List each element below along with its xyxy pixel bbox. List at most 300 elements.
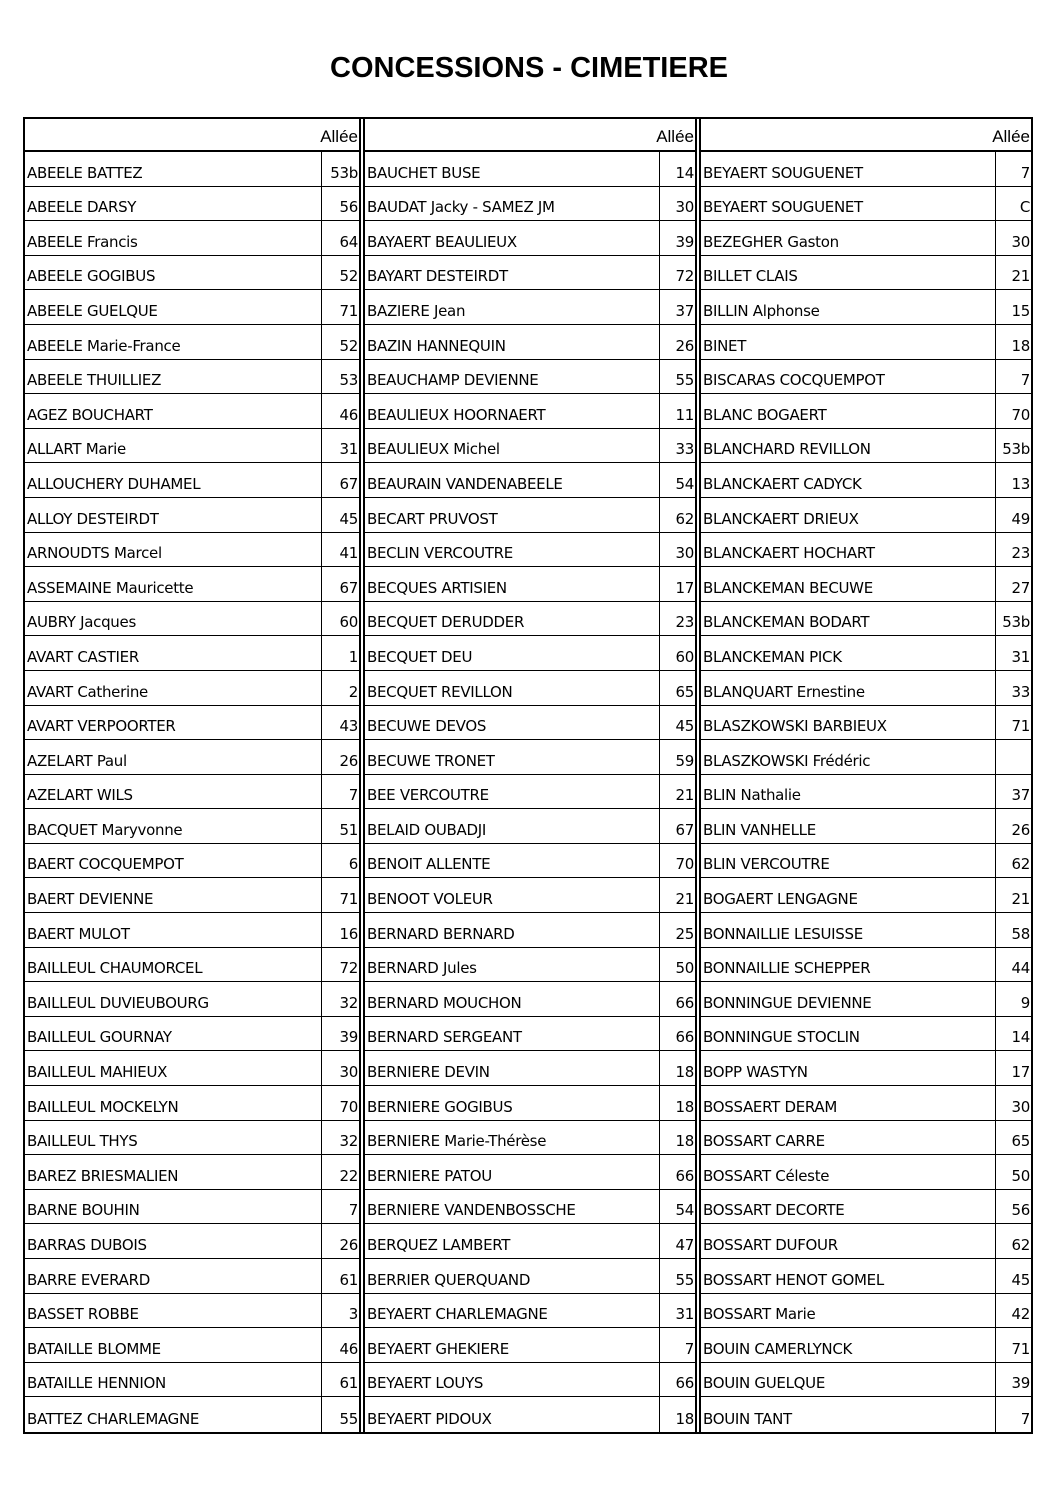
concession-name: BOSSART CARRE: [703, 1132, 825, 1151]
table-row: [701, 1190, 1031, 1225]
table-row: [365, 809, 695, 844]
allee-number: 21: [659, 775, 695, 809]
table-row: [25, 1051, 359, 1086]
table-row: [701, 706, 1031, 741]
concession-name: BISCARAS COCQUEMPOT: [703, 371, 885, 390]
concession-name: AVART CASTIER: [27, 647, 139, 666]
table-row: [25, 948, 359, 983]
concession-name: BILLET CLAIS: [703, 267, 798, 286]
table-row: [365, 1363, 695, 1398]
allee-number: 18: [995, 325, 1031, 359]
table-row: [365, 533, 695, 568]
concession-name: ALLART Marie: [27, 440, 126, 459]
allee-number: 30: [995, 221, 1031, 255]
allee-number: 60: [321, 602, 359, 636]
allee-number: 66: [659, 1363, 695, 1397]
table-row: [365, 429, 695, 464]
allee-number: 21: [995, 256, 1031, 290]
table-row: [25, 602, 359, 637]
allee-number: 27: [995, 567, 1031, 601]
concession-name: BLANCKEMAN BODART: [703, 613, 870, 632]
concession-name: ABEELE Marie-France: [27, 336, 181, 355]
concession-name: BACQUET Maryvonne: [27, 820, 183, 839]
allee-number: 14: [659, 152, 695, 186]
table-row: [701, 1051, 1031, 1086]
concession-name: BECQUET REVILLON: [367, 682, 513, 701]
table-row: [701, 809, 1031, 844]
table-row: [701, 221, 1031, 256]
allee-number: 23: [995, 533, 1031, 567]
concession-name: BEYAERT SOUGUENET: [703, 163, 863, 182]
allee-number: 39: [659, 221, 695, 255]
concession-name: BERNIERE VANDENBOSSCHE: [367, 1201, 576, 1220]
concession-name: BAILLEUL GOURNAY: [27, 1028, 172, 1047]
allee-number: 31: [659, 1294, 695, 1328]
table-row: [701, 429, 1031, 464]
concession-name: BLIN VANHELLE: [703, 820, 816, 839]
table-row: [365, 290, 695, 325]
table-row: [701, 1363, 1031, 1398]
allee-number: 30: [995, 1086, 1031, 1120]
allee-number: 33: [659, 429, 695, 463]
allee-number: 55: [321, 1397, 359, 1432]
table-row: [701, 187, 1031, 222]
table-row: [25, 775, 359, 810]
allee-number: C: [995, 187, 1031, 221]
table-row: [365, 1328, 695, 1363]
concession-name: BOUIN GUELQUE: [703, 1374, 826, 1393]
concession-name: BENOOT VOLEUR: [367, 890, 493, 909]
allee-number: 13: [995, 463, 1031, 497]
concession-name: ABEELE GUELQUE: [27, 301, 158, 320]
table-row: [701, 256, 1031, 291]
table-row: [701, 844, 1031, 879]
allee-number: 60: [659, 636, 695, 670]
table-row: [701, 636, 1031, 671]
table-row: [701, 602, 1031, 637]
concession-name: BERNARD SERGEANT: [367, 1028, 522, 1047]
table-row: [365, 1190, 695, 1225]
concession-name: ABEELE GOGIBUS: [27, 267, 156, 286]
allee-number: 47: [659, 1224, 695, 1258]
concession-name: BERNIERE GOGIBUS: [367, 1097, 513, 1116]
table-row: [25, 1259, 359, 1294]
allee-number: 3: [321, 1294, 359, 1328]
allee-number: 66: [659, 1017, 695, 1051]
concession-name: AGEZ BOUCHART: [27, 405, 153, 424]
concession-name: BOSSART Céleste: [703, 1166, 830, 1185]
allee-number: 51: [321, 809, 359, 843]
allee-number: 37: [995, 775, 1031, 809]
table-row: [25, 567, 359, 602]
concession-name: BEYAERT PIDOUX: [367, 1409, 492, 1428]
table-row: [701, 533, 1031, 568]
table-row: [365, 706, 695, 741]
concession-name: BONNAILLIE SCHEPPER: [703, 959, 871, 978]
allee-number: 31: [321, 429, 359, 463]
concession-name: BOGAERT LENGAGNE: [703, 890, 858, 909]
table-row: [25, 740, 359, 775]
concession-name: BOSSART Marie: [703, 1305, 816, 1324]
concession-name: BECQUET DEU: [367, 647, 473, 666]
allee-number: 67: [659, 809, 695, 843]
allee-number: 53b: [995, 602, 1031, 636]
concession-name: BLIN VERCOUTRE: [703, 855, 830, 874]
column-header-allee: Allée: [365, 119, 695, 152]
table-block-1: [23, 119, 361, 1432]
table-row: [701, 671, 1031, 706]
table-row: [365, 1155, 695, 1190]
table-row: [25, 256, 359, 291]
allee-number: 31: [995, 636, 1031, 670]
allee-number: 14: [995, 1017, 1031, 1051]
concession-name: BERNARD MOUCHON: [367, 993, 522, 1012]
allee-number: 66: [659, 982, 695, 1016]
table-row: [701, 948, 1031, 983]
allee-number: 46: [321, 1328, 359, 1362]
table-row: [25, 844, 359, 879]
allee-number: 1: [321, 636, 359, 670]
concession-name: BECQUET DERUDDER: [367, 613, 525, 632]
allee-number: 17: [995, 1051, 1031, 1085]
table-row: [365, 636, 695, 671]
concession-name: BAILLEUL DUVIEUBOURG: [27, 993, 209, 1012]
allee-number: 71: [321, 878, 359, 912]
table-row: [365, 1017, 695, 1052]
table-row: [365, 1259, 695, 1294]
concession-name: BOUIN CAMERLYNCK: [703, 1339, 853, 1358]
table-row: [365, 740, 695, 775]
concession-name: BECUWE TRONET: [367, 751, 495, 770]
concession-name: BEYAERT LOUYS: [367, 1374, 484, 1393]
concession-name: BARRAS DUBOIS: [27, 1236, 147, 1254]
table-row: [25, 982, 359, 1017]
concession-name: BLANCKEMAN PICK: [703, 647, 842, 666]
allee-number: 16: [321, 913, 359, 947]
concession-name: BATTEZ CHARLEMAGNE: [27, 1409, 200, 1428]
allee-number: 18: [659, 1086, 695, 1120]
concession-name: BAYART DESTEIRDT: [367, 267, 508, 286]
table-row: [365, 463, 695, 498]
table-row: [701, 775, 1031, 810]
allee-number: 65: [659, 671, 695, 705]
table-row: [365, 913, 695, 948]
table-row: [25, 221, 359, 256]
table-row: [365, 982, 695, 1017]
allee-number: 54: [659, 1190, 695, 1224]
column-header-allee: Allée: [25, 119, 359, 152]
allee-number: 62: [995, 1224, 1031, 1258]
concession-name: BEYAERT GHEKIERE: [367, 1339, 509, 1358]
allee-number: 61: [321, 1259, 359, 1293]
concession-name: BAZIN HANNEQUIN: [367, 336, 506, 355]
table-row: [25, 533, 359, 568]
table-row: [701, 567, 1031, 602]
table-row: [25, 187, 359, 222]
table-row: [701, 498, 1031, 533]
table-row: [701, 1328, 1031, 1363]
concession-name: ABEELE THUILLIEZ: [27, 371, 162, 390]
allee-number: 45: [659, 706, 695, 740]
concession-name: BAILLEUL THYS: [27, 1132, 138, 1151]
column-header-allee: Allée: [701, 119, 1031, 152]
table-row: [701, 1224, 1031, 1259]
table-row: [365, 671, 695, 706]
allee-number: 43: [321, 706, 359, 740]
allee-number: 11: [659, 394, 695, 428]
concession-name: BERNARD Jules: [367, 959, 477, 978]
concession-name: BERRIER QUERQUAND: [367, 1270, 531, 1289]
table-row: [365, 1121, 695, 1156]
concession-name: BONNINGUE STOCLIN: [703, 1028, 860, 1047]
allee-number: 54: [659, 463, 695, 497]
concession-name: BAYAERT BEAULIEUX: [367, 232, 517, 251]
table-row: [25, 360, 359, 395]
allee-number: 7: [995, 360, 1031, 394]
concession-name: BERNIERE PATOU: [367, 1166, 492, 1185]
concession-name: BECQUES ARTISIEN: [367, 578, 507, 597]
concession-name: AZELART Paul: [27, 751, 127, 770]
allee-number: 44: [995, 948, 1031, 982]
allee-number: 18: [659, 1051, 695, 1085]
concession-name: BEAURAIN VANDENABEELE: [367, 474, 563, 493]
allee-number: 70: [659, 844, 695, 878]
table-row: [25, 706, 359, 741]
allee-number: 71: [995, 706, 1031, 740]
table-row: [25, 1121, 359, 1156]
concession-name: BLANCKAERT DRIEUX: [703, 509, 859, 528]
allee-number: 49: [995, 498, 1031, 532]
concession-name: BERNARD BERNARD: [367, 924, 515, 943]
allee-number: 9: [995, 982, 1031, 1016]
allee-number: 71: [995, 1328, 1031, 1362]
allee-number: 58: [995, 913, 1031, 947]
concession-name: BLANCHARD REVILLON: [703, 440, 871, 459]
allee-number: 22: [321, 1155, 359, 1189]
allee-number: [995, 740, 1031, 774]
allee-number: 26: [321, 1224, 359, 1258]
allee-number: 45: [995, 1259, 1031, 1293]
concession-name: BLASZKOWSKI Frédéric: [703, 751, 871, 770]
allee-number: 42: [995, 1294, 1031, 1328]
concession-name: BLASZKOWSKI BARBIEUX: [703, 717, 887, 736]
allee-number: 33: [995, 671, 1031, 705]
concession-name: BERNIERE Marie-Thérèse: [367, 1132, 547, 1151]
allee-number: 18: [659, 1121, 695, 1155]
table-row: [25, 429, 359, 464]
allee-number: 53b: [321, 152, 359, 186]
allee-number: 67: [321, 463, 359, 497]
allee-number: 26: [321, 740, 359, 774]
table-row: [25, 1190, 359, 1225]
allee-number: 32: [321, 1121, 359, 1155]
concession-name: AVART Catherine: [27, 682, 148, 701]
allee-number: 18: [659, 1397, 695, 1432]
concession-name: BEZEGHER Gaston: [703, 232, 839, 251]
allee-number: 37: [659, 290, 695, 324]
concessions-table: [23, 117, 1033, 1434]
concession-name: BATAILLE BLOMME: [27, 1339, 161, 1358]
allee-number: 7: [321, 1190, 359, 1224]
table-row: [25, 1363, 359, 1398]
allee-number: 17: [659, 567, 695, 601]
table-row: [701, 1294, 1031, 1329]
concession-name: BLANCKAERT HOCHART: [703, 544, 875, 563]
concession-name: BONNINGUE DEVIENNE: [703, 993, 872, 1012]
table-row: [701, 1086, 1031, 1121]
table-row: [25, 636, 359, 671]
allee-number: 70: [321, 1086, 359, 1120]
table-row: [25, 290, 359, 325]
concession-name: BEAUCHAMP DEVIENNE: [367, 371, 539, 390]
table-row: [365, 221, 695, 256]
table-row: [25, 913, 359, 948]
concession-name: BOSSART DUFOUR: [703, 1236, 838, 1254]
allee-number: 67: [321, 567, 359, 601]
allee-number: 6: [321, 844, 359, 878]
allee-number: 39: [995, 1363, 1031, 1397]
concession-name: BAERT MULOT: [27, 924, 130, 943]
concession-name: BATAILLE HENNION: [27, 1374, 166, 1393]
allee-number: 52: [321, 256, 359, 290]
concession-name: BAILLEUL CHAUMORCEL: [27, 959, 203, 978]
concession-name: AZELART WILS: [27, 786, 133, 805]
concession-name: BEYAERT SOUGUENET: [703, 198, 863, 217]
table-row: [365, 602, 695, 637]
table-row: [25, 1155, 359, 1190]
table-row: [365, 878, 695, 913]
table-row: [365, 567, 695, 602]
table-row: [25, 1086, 359, 1121]
table-row: [701, 982, 1031, 1017]
table-row: [365, 256, 695, 291]
concession-name: BLANQUART Ernestine: [703, 682, 865, 701]
concession-name: BINET: [703, 336, 747, 355]
concession-name: ABEELE DARSY: [27, 198, 137, 217]
concession-name: ABEELE BATTEZ: [27, 163, 143, 182]
allee-number: 66: [659, 1155, 695, 1189]
allee-number: 64: [321, 221, 359, 255]
table-row: [701, 878, 1031, 913]
concession-name: ARNOUDTS Marcel: [27, 544, 162, 563]
concession-name: BEAULIEUX HOORNAERT: [367, 405, 546, 424]
concession-name: BECUWE DEVOS: [367, 717, 487, 736]
concession-name: BAERT COCQUEMPOT: [27, 855, 184, 874]
concession-name: BEYAERT CHARLEMAGNE: [367, 1305, 548, 1324]
allee-number: 55: [659, 1259, 695, 1293]
concession-name: ABEELE Francis: [27, 232, 138, 251]
table-row: [365, 948, 695, 983]
concession-name: BAUCHET BUSE: [367, 163, 481, 182]
table-row: [365, 1397, 695, 1432]
allee-number: 46: [321, 394, 359, 428]
table-row: [701, 1397, 1031, 1432]
table-row: [365, 844, 695, 879]
allee-number: 39: [321, 1017, 359, 1051]
allee-number: 70: [995, 394, 1031, 428]
allee-number: 71: [321, 290, 359, 324]
concession-name: BOPP WASTYN: [703, 1063, 808, 1082]
concession-name: ALLOY DESTEIRDT: [27, 509, 159, 528]
table-row: [701, 1155, 1031, 1190]
table-row: [25, 394, 359, 429]
table-row: [701, 913, 1031, 948]
allee-number: 55: [659, 360, 695, 394]
allee-number: 56: [321, 187, 359, 221]
concession-name: BAZIERE Jean: [367, 301, 466, 320]
allee-number: 72: [659, 256, 695, 290]
allee-number: 25: [659, 913, 695, 947]
allee-number: 45: [321, 498, 359, 532]
table-row: [365, 394, 695, 429]
table-row: [365, 325, 695, 360]
allee-number: 52: [321, 325, 359, 359]
concession-name: BLANCKEMAN BECUWE: [703, 578, 873, 597]
concession-name: BLANC BOGAERT: [703, 405, 827, 424]
table-block-2: [363, 119, 697, 1432]
allee-number: 59: [659, 740, 695, 774]
concession-name: BENOIT ALLENTE: [367, 855, 491, 874]
table-row: [25, 1224, 359, 1259]
table-row: [365, 187, 695, 222]
table-row: [701, 463, 1031, 498]
allee-number: 41: [321, 533, 359, 567]
table-row: [365, 1051, 695, 1086]
table-row: [365, 1086, 695, 1121]
table-row: [25, 498, 359, 533]
concession-name: BERNIERE DEVIN: [367, 1063, 490, 1082]
concession-name: BILLIN Alphonse: [703, 301, 820, 320]
concession-name: BAERT DEVIENNE: [27, 890, 154, 909]
concession-name: BAILLEUL MOCKELYN: [27, 1097, 179, 1116]
concession-name: BOSSAERT DERAM: [703, 1097, 838, 1116]
allee-number: 62: [659, 498, 695, 532]
allee-number: 2: [321, 671, 359, 705]
concession-name: BOSSART DECORTE: [703, 1201, 845, 1220]
table-row: [365, 498, 695, 533]
concession-name: BLANCKAERT CADYCK: [703, 474, 862, 493]
allee-number: 7: [659, 1328, 695, 1362]
concession-name: BOUIN TANT: [703, 1409, 792, 1428]
allee-number: 30: [321, 1051, 359, 1085]
concession-name: BARNE BOUHIN: [27, 1201, 140, 1220]
table-row: [701, 394, 1031, 429]
table-row: [365, 775, 695, 810]
allee-number: 50: [995, 1155, 1031, 1189]
concession-name: BOSSART HENOT GOMEL: [703, 1270, 884, 1289]
table-row: [25, 1294, 359, 1329]
table-row: [365, 152, 695, 187]
allee-number: 56: [995, 1190, 1031, 1224]
table-row: [701, 290, 1031, 325]
concession-name: AUBRY Jacques: [27, 613, 136, 632]
allee-number: 15: [995, 290, 1031, 324]
allee-number: 50: [659, 948, 695, 982]
concession-name: BAUDAT Jacky - SAMEZ JM: [367, 198, 555, 217]
concession-name: BARRE EVERARD: [27, 1270, 151, 1289]
concession-name: ASSEMAINE Mauricette: [27, 578, 194, 597]
allee-number: 32: [321, 982, 359, 1016]
table-row: [25, 878, 359, 913]
allee-number: 30: [659, 187, 695, 221]
table-row: [701, 1121, 1031, 1156]
table-row: [701, 740, 1031, 775]
allee-number: 7: [995, 152, 1031, 186]
concession-name: ALLOUCHERY DUHAMEL: [27, 474, 201, 493]
allee-number: 65: [995, 1121, 1031, 1155]
concession-name: BLIN Nathalie: [703, 786, 801, 805]
table-row: [25, 1328, 359, 1363]
